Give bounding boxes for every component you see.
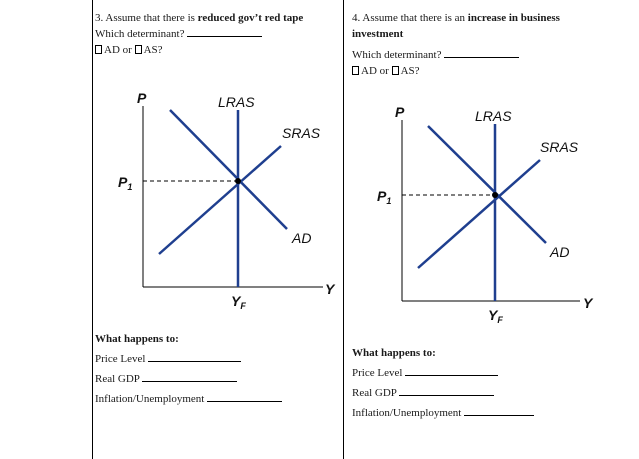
price-level-line: Price Level xyxy=(95,349,340,369)
yf-label: $Y_F$ xyxy=(488,307,503,325)
inflation-line: Inflation/Unemployment xyxy=(352,403,632,423)
right-what-happens xyxy=(352,343,632,423)
real-gdp-blank[interactable] xyxy=(399,385,494,396)
lras-label: LRAS xyxy=(218,94,255,110)
ad-as-choice: AD or AS? xyxy=(352,63,632,79)
ad-label: AD xyxy=(550,244,570,260)
lras-label: LRAS xyxy=(475,108,512,124)
price-level-blank[interactable] xyxy=(405,365,498,376)
ad-as-choice: AD or AS? xyxy=(95,42,340,58)
y-axis-label: Y xyxy=(325,281,335,297)
real-gdp-line: Real GDP xyxy=(95,369,340,389)
determinant-line: Which determinant? xyxy=(352,47,632,63)
inflation-blank[interactable] xyxy=(464,405,534,416)
what-happens-heading: What happens to: xyxy=(95,333,179,345)
p-axis-label: P xyxy=(137,90,147,106)
p1-label: $P_1$ xyxy=(377,188,392,206)
question-3-prompt: 3. Assume that there is reduced gov’t red tape xyxy=(95,12,304,24)
what-happens-heading: What happens to: xyxy=(352,347,436,359)
p-axis-label: P xyxy=(395,104,405,120)
ad-curve xyxy=(428,126,546,243)
equilibrium-point xyxy=(492,192,498,198)
yf-label: $Y_F$ xyxy=(231,293,246,311)
price-level-line: Price Level xyxy=(352,363,632,383)
sras-label: SRAS xyxy=(282,125,321,141)
inflation-line: Inflation/Unemployment xyxy=(95,389,340,409)
ad-label: AD xyxy=(292,230,312,246)
y-axis-label: Y xyxy=(583,295,593,311)
determinant-line: Which determinant? xyxy=(95,26,340,42)
real-gdp-line: Real GDP xyxy=(352,383,632,403)
question-4-prompt-cont: investment xyxy=(352,28,404,40)
question-4-prompt: 4. Assume that there is an increase in business xyxy=(352,12,560,24)
sras-label: SRAS xyxy=(540,139,579,155)
p1-label: $P_1$ xyxy=(118,174,133,192)
